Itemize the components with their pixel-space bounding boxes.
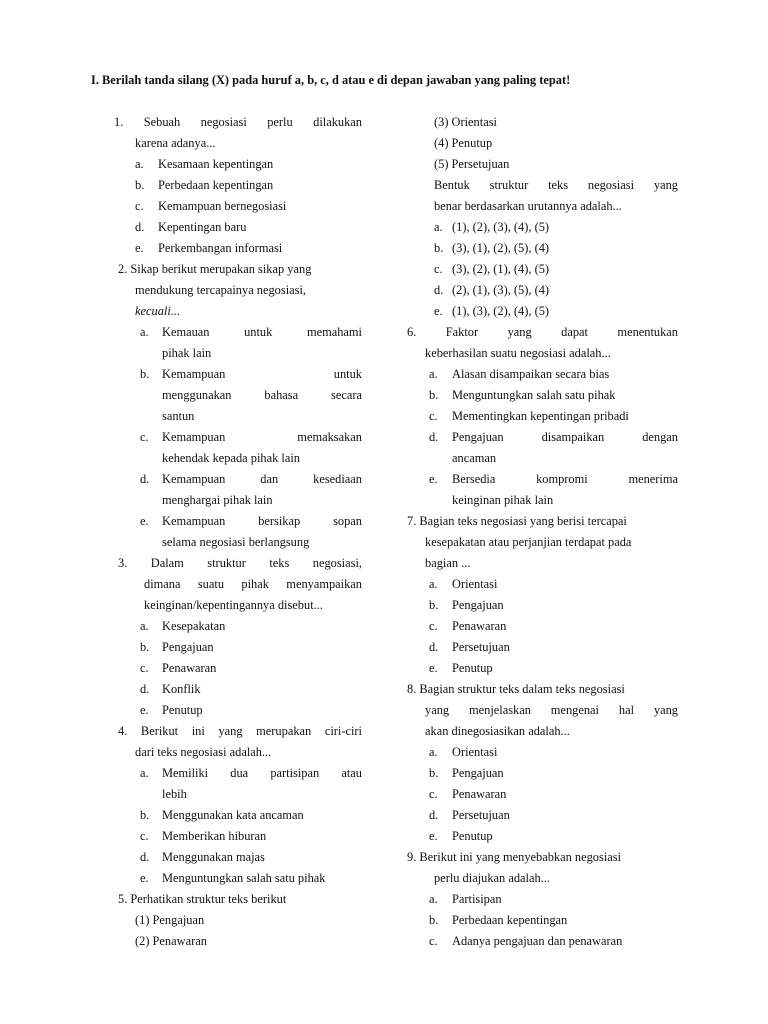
instruction-heading: I. Berilah tanda silang (X) pada huruf a, b, c, d atau e di depan jawaban yang paling tepat! xyxy=(91,73,571,87)
q4-option-b[interactable]: b. Menggunakan kata ancaman xyxy=(140,808,304,822)
q8-option-e[interactable]: e. Penutup xyxy=(429,829,493,843)
question-6-stem-cont: keberhasilan suatu negosiasi adalah... xyxy=(425,346,611,360)
q2-option-d[interactable]: d. Kemampuan dan kesediaan xyxy=(140,472,362,486)
q6-option-c[interactable]: c. Mementingkan kepentingan pribadi xyxy=(429,409,629,423)
q2-option-e[interactable]: e. Kemampuan bersikap sopan xyxy=(140,514,362,528)
question-4-stem: 4. Berikut ini yang merupakan ciri-ciri xyxy=(118,724,362,738)
question-8-stem-cont-2: akan dinegosiasikan adalah... xyxy=(425,724,570,738)
q1-option-b[interactable]: b. Perbedaan kepentingan xyxy=(135,178,274,192)
question-5-prompt-cont: benar berdasarkan urutannya adalah... xyxy=(434,199,622,213)
question-1-stem: 1. Sebuah negosiasi perlu dilakukan xyxy=(114,115,362,129)
question-3-stem-cont: dimana suatu pihak menyampaikan xyxy=(144,577,362,591)
q1-option-d[interactable]: d. Kepentingan baru xyxy=(135,220,247,234)
question-3-stem-cont-2: keinginan/kepentingannya disebut... xyxy=(144,598,323,612)
q5-item-5: (5) Persetujuan xyxy=(434,157,510,171)
q2-option-b[interactable]: b. Kemampuan untuk xyxy=(140,367,362,381)
q8-option-c[interactable]: c. Penawaran xyxy=(429,787,507,801)
q3-option-e[interactable]: e. Penutup xyxy=(140,703,203,717)
q5-item-1: (1) Pengajuan xyxy=(135,913,205,927)
q7-option-a[interactable]: a. Orientasi xyxy=(429,577,498,591)
question-4-stem-cont: dari teks negosiasi adalah... xyxy=(135,745,272,759)
q3-option-c[interactable]: c. Penawaran xyxy=(140,661,217,675)
q8-option-b[interactable]: b. Pengajuan xyxy=(429,766,504,780)
q3-option-b[interactable]: b. Pengajuan xyxy=(140,640,214,654)
question-7-stem-cont: kesepakatan atau perjanjian terdapat pada xyxy=(425,535,632,549)
question-9-stem: 9. Berikut ini yang menyebabkan negosiasi xyxy=(407,850,622,864)
question-7-stem-cont-2: bagian ... xyxy=(425,556,471,570)
question-5-prompt: Bentuk struktur teks negosiasi yang xyxy=(434,178,678,192)
q1-option-c[interactable]: c. Kemampuan bernegosiasi xyxy=(135,199,287,213)
question-7-stem: 7. Bagian teks negosiasi yang berisi tercapai xyxy=(407,514,627,528)
q1-option-a[interactable]: a. Kesamaan kepentingan xyxy=(135,157,274,171)
q6-option-d[interactable]: d. Pengajuan disampaikan dengan xyxy=(429,430,678,444)
q3-option-a[interactable]: a. Kesepakatan xyxy=(140,619,226,633)
left-column: 1. Sebuah negosiasi perlu dilakukan karena adanya... a. Kesamaan kepentingan b. Perbedaan kepentingan c. Kemampuan bernegosiasi d. Kepentingan baru e. Perkembangan informasi 2. Sikap berikut merupakan sikap yang mendukung tercapainya negosiasi, kecuali... a. Kemauan untuk memahami pihak lain b. Kemampuan untuk menggunakan bahasa secara santun c. Kemampuan memaksakan kehendak kepada pihak lain d. Kemampuan dan kesediaan menghargai pihak lain e. Kemampuan bersikap sopan selama negosiasi berlangsung 3. Dalam struktur teks negosiasi, dimana suatu pihak menyampaikan keinginan/kepentingannya disebut... a. Kesepakatan b. Pengajuan c. Penawaran d. Konflik e. Penutup 4. Berikut ini yang merupakan ciri-ciri dari teks negosiasi adalah... a. Memiliki dua partisipan atau lebih b. Menggunakan kata ancaman c. Memberikan hiburan d. Menggunakan majas e. Menguntungkan salah satu pihak 5. Perhatikan struktur teks berikut (1) Pengajuan (2) Penawaran xyxy=(110,112,362,952)
q8-option-a[interactable]: a. Orientasi xyxy=(429,745,498,759)
q9-option-c[interactable]: c. Adanya pengajuan dan penawaran xyxy=(429,934,623,948)
q5-option-b[interactable]: b. (3), (1), (2), (5), (4) xyxy=(434,241,550,255)
right-column: (3) Orientasi (4) Penutup (5) Persetujuan Bentuk struktur teks negosiasi yang benar berdasarkan urutannya adalah... a. (1), (2), (3), (4), (5) b. (3), (1), (2), (5), (4) c. (3), (2), (1), (4), (5) d. (2), (1), (3), (5), (4) e. (1), (3), (2), (4), (5) 6. Faktor yang dapat menentukan keberhasilan suatu negosiasi adalah... a. Alasan disampaikan secara bias b. Menguntungkan salah satu pihak c. Mementingkan kepentingan pribadi d. Pengajuan disampaikan dengan ancaman e. Bersedia kompromi menerima keinginan pihak lain 7. Bagian teks negosiasi yang berisi tercapai kesepakatan atau perjanjian terdapat pada bagian ... a. Orientasi b. Pengajuan c. Penawaran d. Persetujuan e. Penutup 8. Bagian struktur teks dalam teks negosiasi yang menjelaskan mengenai hal yang akan dinegosiasikan adalah... a. Orientasi b. Pengajuan c. Penawaran d. Persetujuan e. Penutup 9. Berikut ini yang menyebabkan negosiasi perlu diajukan adalah... a. Partisipan b. Perbedaan kepentingan c. Adanya pengajuan dan penawaran xyxy=(400,112,678,952)
q4-option-a[interactable]: a. Memiliki dua partisipan atau xyxy=(140,766,362,780)
question-2-stem-cont: mendukung tercapainya negosiasi, xyxy=(135,283,307,297)
q6-option-b[interactable]: b. Menguntungkan salah satu pihak xyxy=(429,388,616,402)
q1-option-e[interactable]: e. Perkembangan informasi xyxy=(135,241,283,255)
q5-item-4: (4) Penutup xyxy=(434,136,493,150)
question-8-stem-cont: yang menjelaskan mengenai hal yang xyxy=(425,703,678,717)
question-9-stem-cont: perlu diajukan adalah... xyxy=(434,871,550,885)
question-3-stem: 3. Dalam struktur teks negosiasi, xyxy=(118,556,362,570)
q4-option-d[interactable]: d. Menggunakan majas xyxy=(140,850,265,864)
q7-option-c[interactable]: c. Penawaran xyxy=(429,619,507,633)
q6-option-e[interactable]: e. Bersedia kompromi menerima xyxy=(429,472,678,486)
q5-option-c[interactable]: c. (3), (2), (1), (4), (5) xyxy=(434,262,550,276)
q5-option-e[interactable]: e. (1), (3), (2), (4), (5) xyxy=(434,304,550,318)
question-2-exception: kecuali... xyxy=(135,304,181,318)
q4-option-e[interactable]: e. Menguntungkan salah satu pihak xyxy=(140,871,326,885)
q5-option-a[interactable]: a. (1), (2), (3), (4), (5) xyxy=(434,220,550,234)
q5-option-d[interactable]: d. (2), (1), (3), (5), (4) xyxy=(434,283,550,297)
q9-option-a[interactable]: a. Partisipan xyxy=(429,892,502,906)
question-1-stem-cont: karena adanya... xyxy=(135,136,216,150)
question-8-stem: 8. Bagian struktur teks dalam teks negosiasi xyxy=(407,682,625,696)
question-2-stem: 2. Sikap berikut merupakan sikap yang xyxy=(118,262,312,276)
question-6-stem: 6. Faktor yang dapat menentukan xyxy=(407,325,678,339)
q7-option-e[interactable]: e. Penutup xyxy=(429,661,493,675)
q3-option-d[interactable]: d. Konflik xyxy=(140,682,201,696)
question-5-stem: 5. Perhatikan struktur teks berikut xyxy=(118,892,287,906)
q7-option-d[interactable]: d. Persetujuan xyxy=(429,640,510,654)
q5-item-3: (3) Orientasi xyxy=(434,115,497,129)
q4-option-c[interactable]: c. Memberikan hiburan xyxy=(140,829,267,843)
q6-option-a[interactable]: a. Alasan disampaikan secara bias xyxy=(429,367,610,381)
q9-option-b[interactable]: b. Perbedaan kepentingan xyxy=(429,913,568,927)
q5-item-2: (2) Penawaran xyxy=(135,934,207,948)
q8-option-d[interactable]: d. Persetujuan xyxy=(429,808,510,822)
q7-option-b[interactable]: b. Pengajuan xyxy=(429,598,504,612)
q2-option-a[interactable]: a. Kemauan untuk memahami xyxy=(140,325,362,339)
q2-option-c[interactable]: c. Kemampuan memaksakan xyxy=(140,430,362,444)
